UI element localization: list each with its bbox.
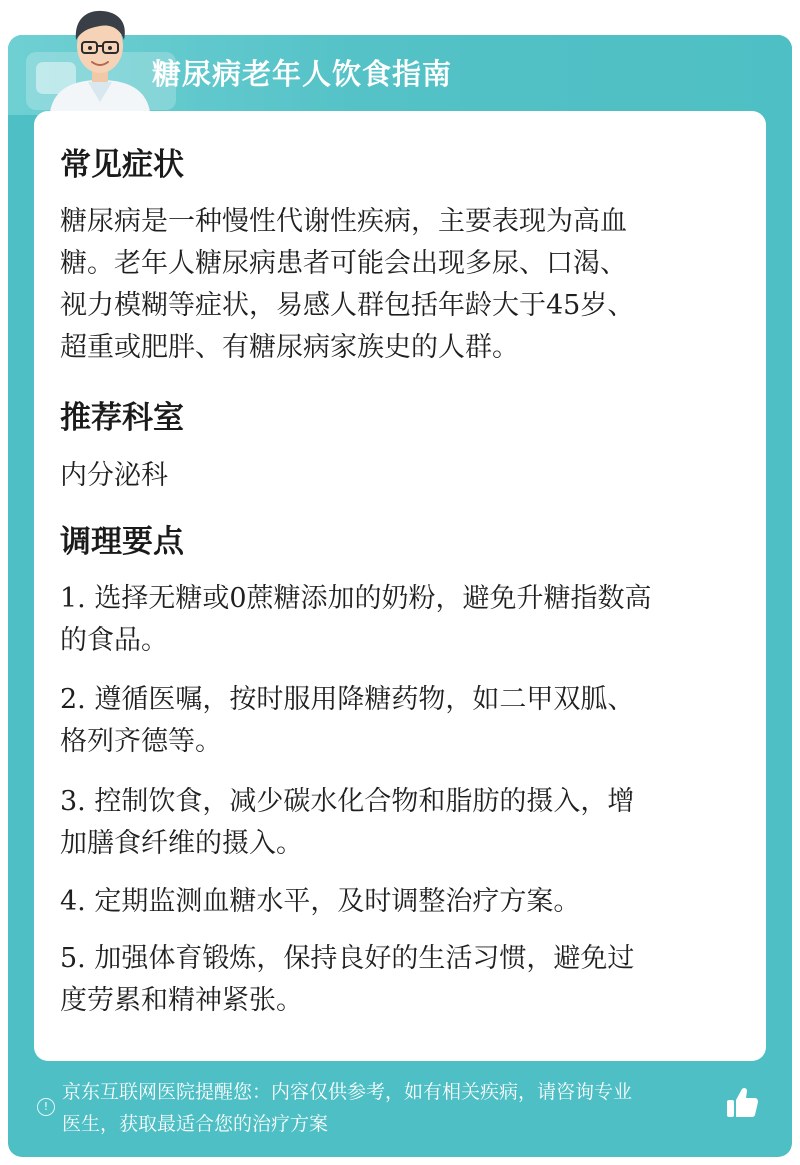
info-icon: ! — [37, 1098, 55, 1116]
disclaimer-line: 医生，获取最适合您的治疗方案 — [62, 1113, 329, 1135]
symptoms-line: 超重或肥胖、有糖尿病家族史的人群。 — [60, 332, 519, 363]
care-item-line: 3. 控制饮食，减少碳水化合物和脂肪的摄入，增 — [60, 786, 635, 817]
disclaimer-line: 京东互联网医院提醒您：内容仅供参考，如有相关疾病，请咨询专业 — [62, 1081, 633, 1103]
care-item-line: 4. 定期监测血糖水平，及时调整治疗方案。 — [60, 886, 581, 917]
care-item — [60, 881, 740, 923]
symptoms-line: 糖。老年人糖尿病患者可能会出现多尿、口渴、 — [60, 248, 627, 279]
page-title: 糖尿病老年人饮食指南 — [152, 57, 453, 91]
department-heading: 推荐科室 — [60, 400, 184, 436]
care-item-line: 5. 加强体育锻炼，保持良好的生活习惯，避免过 — [60, 943, 635, 974]
doctor-avatar — [44, 0, 156, 112]
care-item-line: 格列齐德等。 — [60, 726, 222, 757]
care-item — [60, 679, 740, 763]
thumbs-up-icon[interactable] — [724, 1085, 760, 1121]
symptoms-paragraph — [60, 201, 740, 369]
symptoms-line: 糖尿病是一种慢性代谢性疾病，主要表现为高血 — [60, 206, 627, 237]
disclaimer — [62, 1076, 730, 1140]
care-item — [60, 781, 740, 865]
department-text: 内分泌科 — [60, 460, 168, 491]
care-heading: 调理要点 — [60, 524, 184, 560]
symptoms-heading: 常见症状 — [60, 147, 184, 183]
care-item-line: 加膳食纤维的摄入。 — [60, 828, 303, 859]
care-item-line: 度劳累和精神紧张。 — [60, 985, 303, 1016]
care-item — [60, 578, 740, 662]
care-item-line: 的食品。 — [60, 625, 168, 656]
care-item — [60, 938, 740, 1022]
care-item-line: 2. 遵循医嘱，按时服用降糖药物，如二甲双胍、 — [60, 684, 635, 715]
symptoms-line: 视力模糊等症状，易感人群包括年龄大于45岁、 — [60, 290, 635, 321]
care-item-line: 1. 选择无糖或0蔗糖添加的奶粉，避免升糖指数高 — [60, 583, 652, 614]
